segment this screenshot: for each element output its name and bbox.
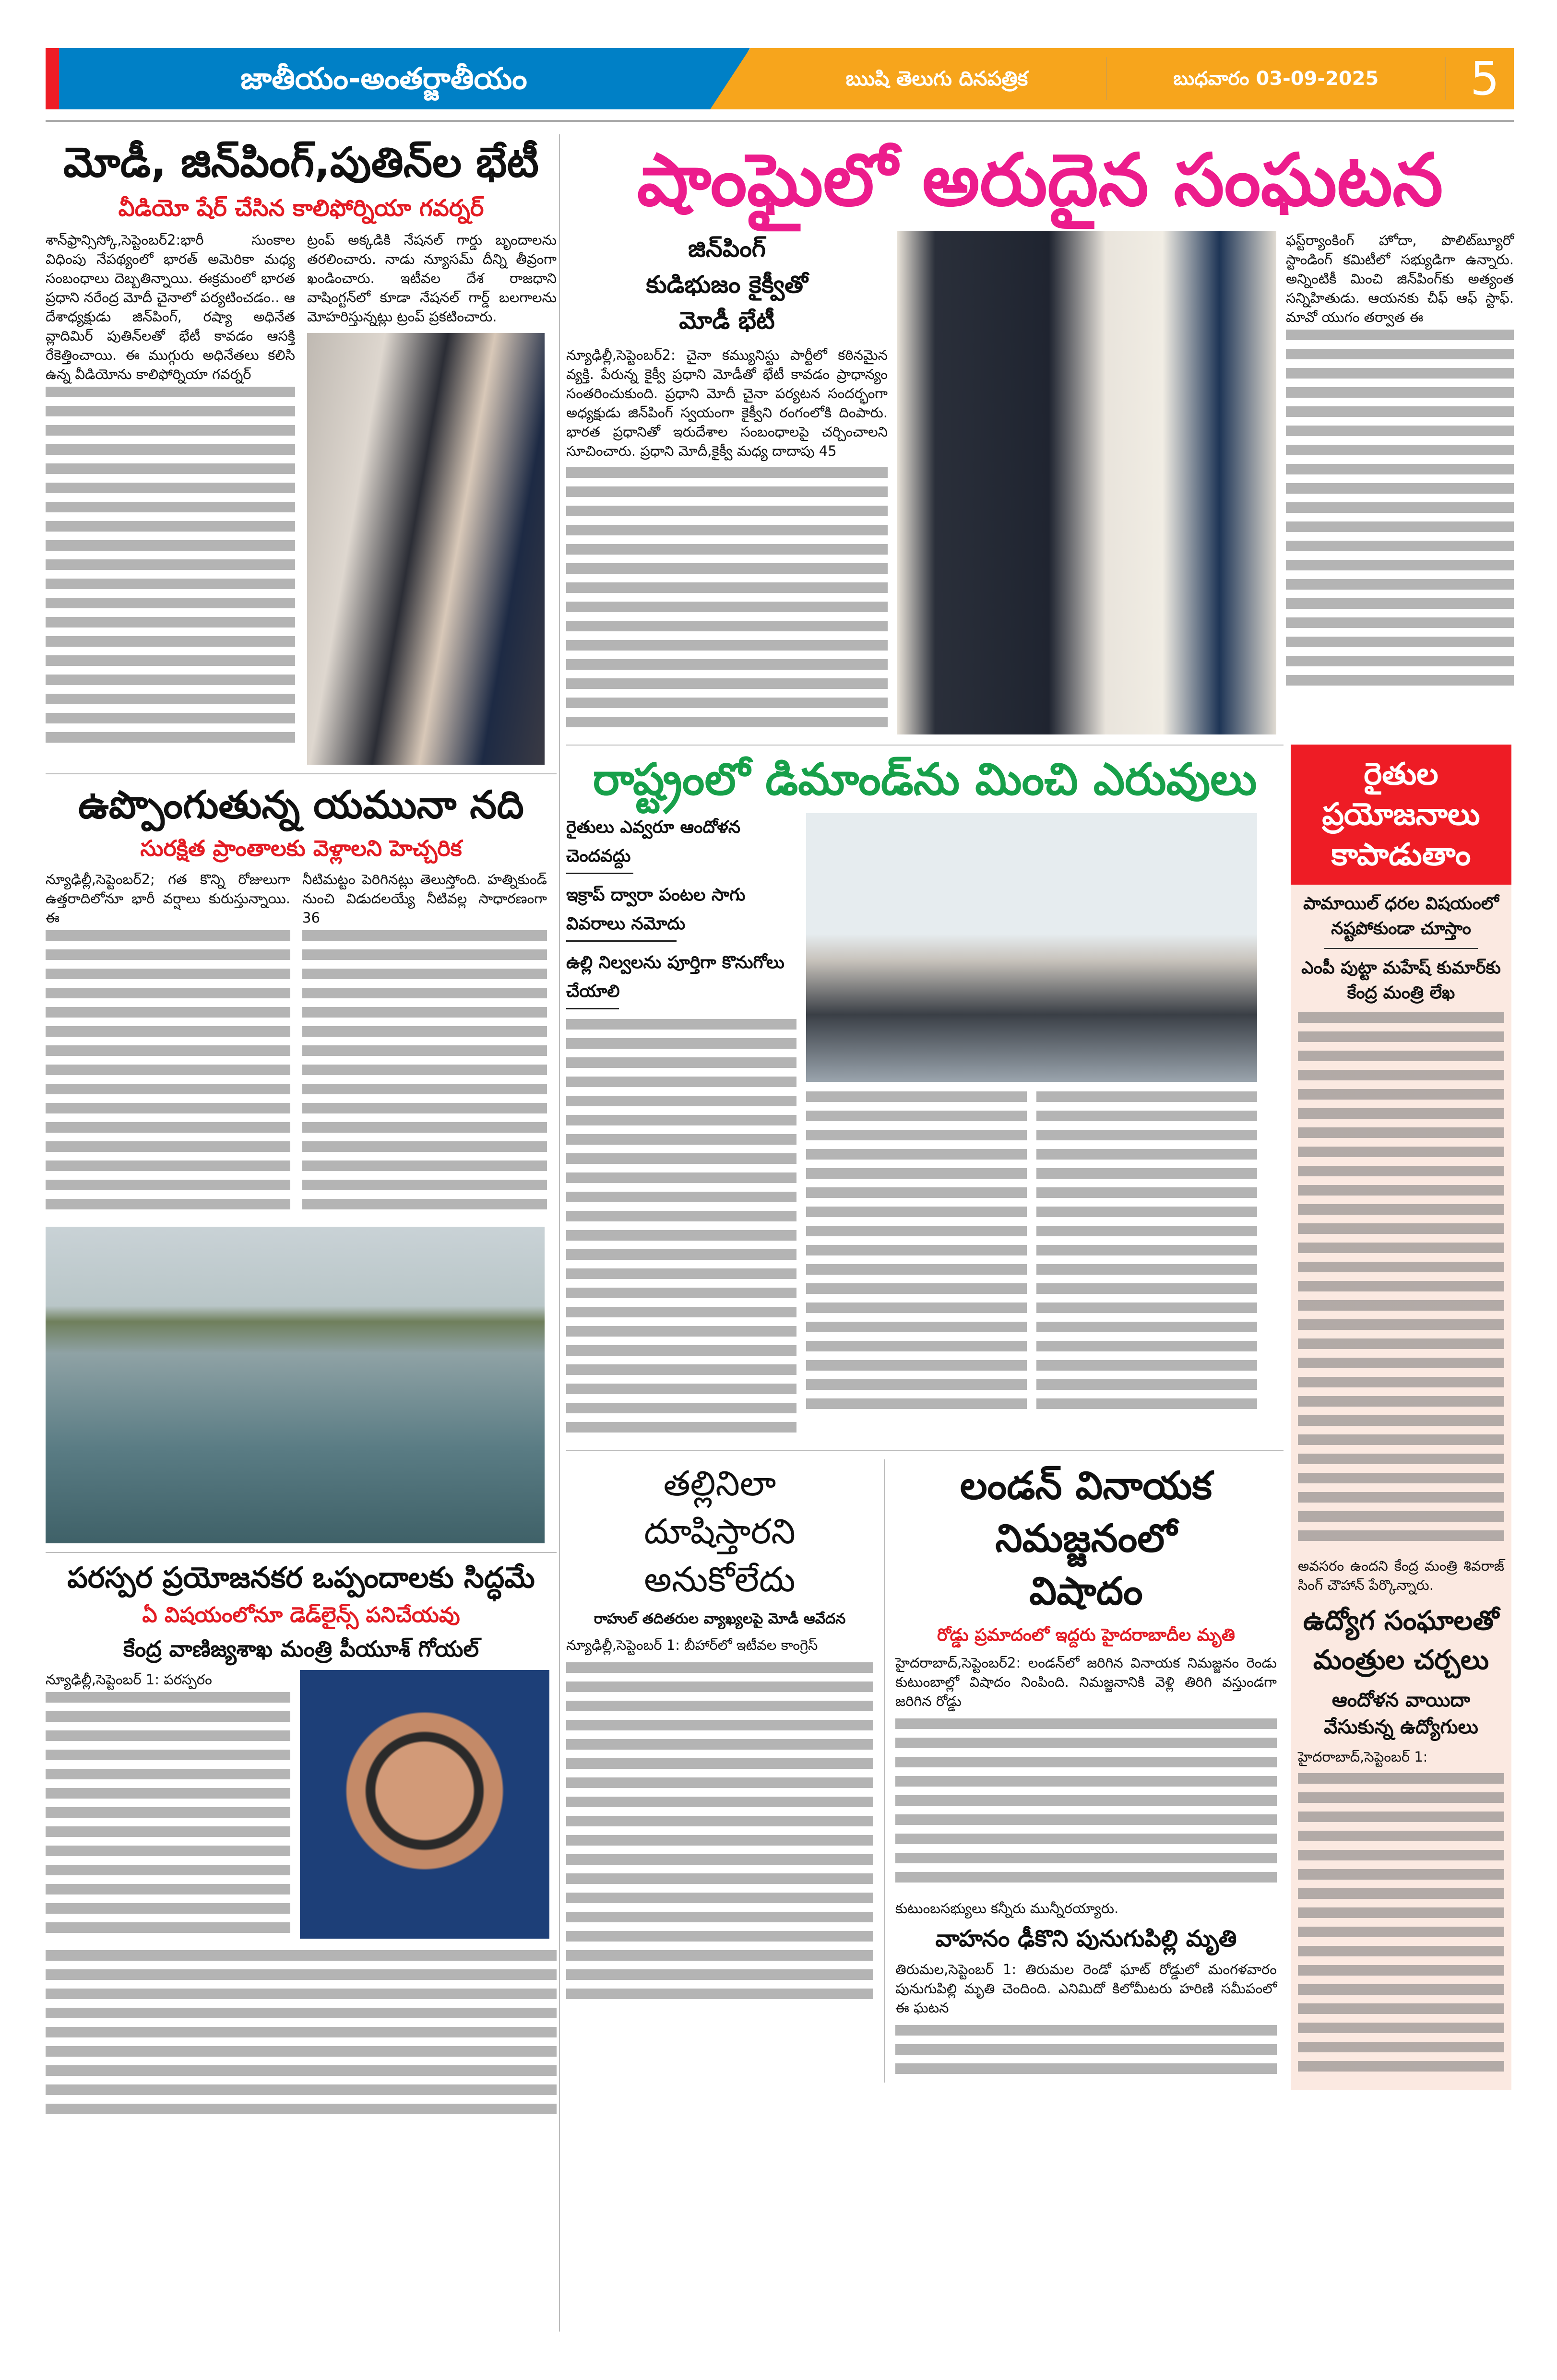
headline-modi-meet: మోడీ, జిన్‌పింగ్,పుతిన్‌ల భేటీ <box>63 139 539 187</box>
divider <box>1445 57 1446 100</box>
subhead-london: రోడ్డు ప్రమాదంలో ఇద్దరు హైదరాబాదీల మృతి <box>937 1625 1235 1646</box>
subhead-palm-oil: పామాయిల్ ధరల విషయంలో నష్టపోకుండా చూస్తాం <box>1303 893 1499 938</box>
page-number: 5 <box>1470 52 1500 106</box>
subhead-mp-letter: ఎంపీ పుట్టా మహేష్ కుమార్‌కు కేంద్ర మంత్రి లేఖ <box>1301 958 1501 1003</box>
kicker-item: ఉల్లి నిల్వలను పూర్తిగా కొనుగోలు చేయాలి <box>566 953 784 1002</box>
paper-name: ఋషి తెలుగు దినపత్రిక <box>845 66 1028 90</box>
article-body-fertiliser-col3 <box>1036 1091 1257 1418</box>
article-body-palm-oil <box>1291 1012 1511 1550</box>
subhead-shanghai: జిన్‌పింగ్ కుడిభుజం కైక్వీతో మోడీ భేటీ <box>646 234 808 334</box>
sidebar-box <box>1291 745 1511 2090</box>
subhead-modi-meet: వీడియో షేర్ చేసిన కాలిఫోర్నియా గవర్నర్ <box>118 194 484 222</box>
kicker-list <box>566 813 796 1016</box>
masthead-rule <box>46 120 1514 122</box>
divider <box>566 873 633 874</box>
article-closing-palm-oil: అవసరం ఉందని కేంద్ర మంత్రి శివరాజ్ సింగ్ చౌహాన్ పేర్కొన్నారు. <box>1298 1557 1504 1593</box>
divider <box>1324 948 1478 949</box>
photo-review-meeting <box>806 813 1257 1082</box>
article-body-yamuna-col2: నీటిమట్టం పెరిగినట్లు తెలుస్తోంది. హత్నికుండ్ నుంచి విడుదలయ్యే నీటివల్ల సాధారణంగా 36 <box>302 871 547 926</box>
subhead-unions: ఆందోళన వాయిదా వేసుకున్న ఉద్యోగులు <box>1324 1689 1478 1738</box>
headline-london: లండన్ వినాయక నిమజ్జనంలో విషాదం <box>960 1463 1212 1614</box>
text-placeholder <box>46 930 290 1218</box>
issue-date: బుధవారం 03-09-2025 <box>1173 68 1379 90</box>
article-body-rahul: న్యూఢిల్లీ,సెప్టెంబర్ 1: బీహార్‌లో ఇటీవల కాంగ్రెస్ <box>566 1636 818 1653</box>
section-title: జాతీయం-అంతర్జాతీయం <box>240 60 527 96</box>
text-placeholder <box>46 387 295 751</box>
text-placeholder <box>46 1692 290 1942</box>
text-placeholder <box>302 930 547 1218</box>
left-column <box>46 139 557 2123</box>
article-closing-london: కుటుంబసభ్యులు కన్నీరు మున్నీరయ్యారు. <box>895 1900 1119 1917</box>
subhead-goyal: ఏ విషయంలోనూ డెడ్‌లైన్స్ పనిచేయవు <box>142 1602 460 1627</box>
headline-fertiliser: రాష్ట్రంలో డిమాండ్‌ను మించి ఎరువులు <box>593 753 1257 805</box>
byline-goyal: కేంద్ర వాణిజ్యశాఖ మంత్రి పీయూశ్ గోయల్ <box>123 1635 479 1662</box>
article-body-london: హైదరాబాద్,సెప్టెంబర్2: లండన్‌లో జరిగిన వినాయక నిమజ్జనం రెండు కుటుంబాల్లో విషాదం నింపింది. నిమజ్జనానికి వెళ్లి తిరిగి వస్తుండగా జరిగిన రోడ్డు <box>895 1654 1277 1709</box>
headline-yamuna: ఉప్పొంగుతున్న యమునా నది <box>78 782 524 828</box>
text-placeholder <box>566 467 888 736</box>
headline-civet: వాహనం ఢీకొని పునుగుపిల్లి మృతి <box>935 1925 1237 1952</box>
text-placeholder <box>1286 330 1514 694</box>
column-divider <box>559 134 560 2332</box>
article-body-civet: తిరుమల,సెప్టెంబర్ 1: తిరుమల రెండో ఘాట్ రోడ్డులో మంగళవారం పునుగుపిల్లి మృతి చెందింది. ఎనిమిదో కిలోమీటరు హరిణి సమీపంలో ఈ ఘటన <box>895 1961 1277 2016</box>
article-dateline-unions: హైదరాబాద్,సెప్టెంబర్ 1: <box>1298 1748 1428 1765</box>
photo-leaders <box>307 333 545 765</box>
article-body-yamuna-col1: న్యూఢిల్లీ,సెప్టెంబర్2; గత కొన్ని రోజులుగా ఉత్తరాదిలోనూ భారీ వర్షాలు కురుస్తున్నాయి. ఈ <box>46 871 290 926</box>
subhead-rahul: రాహుల్ తదితరుల వ్యాఖ్యలపై మోడీ ఆవేదన <box>594 1610 846 1628</box>
divider <box>566 940 677 942</box>
photo-yamuna-river <box>46 1227 545 1543</box>
masthead-info <box>777 48 1514 109</box>
article-body-modi-meet-col1: శాన్‌ఫ్రాన్సిస్కో,సెప్టెంబర్2:భారీ సుంకాల విధింపు నేపథ్యంలో భారత్ అమెరికా మధ్య సంబంధాలు దెబ్బతిన్నాయి. ఈక్రమంలో భారత ప్రధాని నరేంద్ర మోదీ చైనాలో పర్యటించడం.. ఆ దేశాధ్యక్షుడు జిన్‌పింగ్, రష్యా అధినేత వ్లాదిమిర్ పుతిన్‌లతో భేటీ కావడం ఆసక్తి రేకెత్తించాయి. ఈ ముగ్గురు అధినేతలు కలిసి ఉన్న వీడియోను కాలిఫోర్నియా గవర్నర్ <box>46 232 295 383</box>
text-placeholder <box>895 1718 1277 1891</box>
headline-goyal: పరస్పర ప్రయోజనకర ఒప్పందాలకు సిద్ధమే <box>67 1561 535 1595</box>
article-body-shanghai: న్యూఢిల్లీ,సెప్టెంబర్2: చైనా కమ్యునిస్టు పార్టీలో కఠినమైన వ్యక్తి. పేరున్న కైక్వీ ప్రధాని మోడీతో భేటీ కావడం ప్రాధాన్యం సంతరించుకుంది. ప్రధాని మోదీ చైనా పర్యటన సందర్భంగా అధ్యక్షుడు జిన్‌పింగ్ స్వయంగా కైక్వీని రంగంలోకి దింపారు. భారత ప్రధానితో ఇరుదేశాల సంబంధాలపై చర్చించాలని సూచించారు. ప్రధాని మోదీ,కైక్వీ మధ్య దాదాపు 45 <box>566 346 888 459</box>
headline-shanghai: షాంఘైలో అరుదైన సంఘటన <box>637 139 1443 222</box>
divider <box>1106 57 1107 100</box>
article-body-fertiliser-col1 <box>566 1019 796 1441</box>
article-body-unions <box>1291 1773 1511 2080</box>
text-placeholder <box>566 1662 873 2008</box>
headline-farmers-interests: రైతుల ప్రయోజనాలు కాపాడుతాం <box>1291 745 1511 885</box>
kicker-item: ఇక్రాప్ ద్వారా పంటల సాగు వివరాలు నమోదు <box>566 885 746 934</box>
headline-unions: ఉద్యోగ సంఘాలతో మంత్రుల చర్చలు <box>1303 1605 1499 1676</box>
divider <box>566 1008 619 1009</box>
photo-modi-kaiqi-handshake <box>897 231 1276 734</box>
article-body-shanghai-right: ఫస్ట్‌ర్యాంకింగ్ హోదా, పొలిట్‌బ్యూరో స్టాండింగ్ కమిటీలో సభ్యుడిగా ఉన్నారు. అన్నింటికీ మించి జిన్‌పింగ్‌కు అత్యంత సన్నిహితుడు. ఆయనకు చీఫ్ ఆఫ్ స్టాఫ్. మావో యుగం తర్వాత ఈ <box>1286 232 1514 325</box>
subhead-yamuna: సురక్షిత ప్రాంతాలకు వెళ్లాలని హెచ్చరిక <box>140 835 462 862</box>
headline-rahul: తల్లినిలా దూషిస్తారని అనుకోలేదు <box>644 1463 796 1600</box>
center-area <box>566 139 1514 2090</box>
article-body-fertiliser-col2 <box>806 1091 1027 1418</box>
kicker-item: రైతులు ఎవ్వరూ ఆందోళన చెందవద్దు <box>566 817 740 866</box>
story-divider <box>566 745 1284 746</box>
column-divider <box>884 1459 885 2083</box>
story-divider <box>566 1450 1284 1451</box>
article-body-modi-meet-col2: ట్రంప్ అక్కడికి నేషనల్ గార్డు బృందాలను తరలించారు. నాడు న్యూసమ్ దీన్ని తీవ్రంగా ఖండించారు. ఇటీవల దేశ రాజధాని వాషింగ్టన్‌లో కూడా నేషనల్ గార్డ్ బలగాలను మోహరిస్తున్నట్లు ట్రంప్ ప్రకటించారు. <box>307 232 557 325</box>
text-placeholder <box>895 2025 1277 2083</box>
article-body-goyal: న్యూఢిల్లీ,సెప్టెంబర్ 1: పరస్పరం <box>46 1671 212 1688</box>
masthead-red-tab <box>46 48 59 109</box>
photo-goyal <box>300 1670 549 1939</box>
story-divider <box>46 773 557 774</box>
story-divider <box>46 1552 557 1553</box>
article-body-goyal-cont <box>46 1950 557 2123</box>
